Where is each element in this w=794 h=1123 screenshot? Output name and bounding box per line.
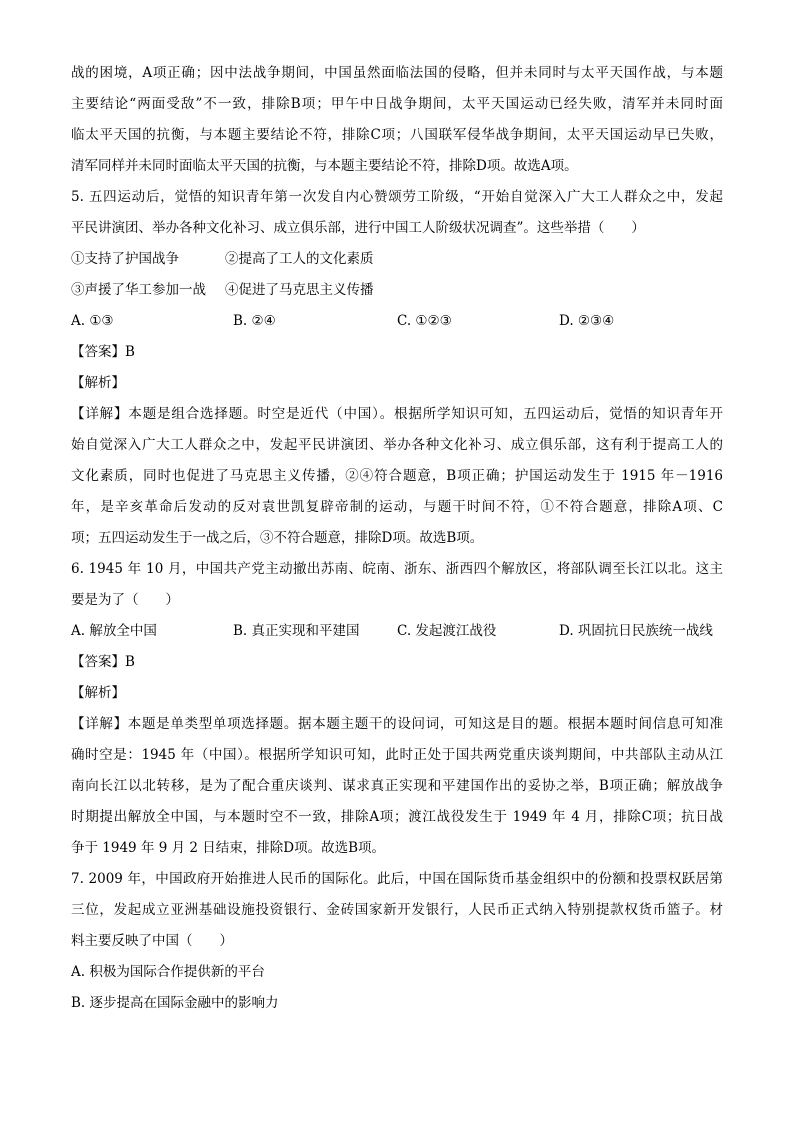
detail-line: 【详解】本题是单类型单项选择题。据本题主题干的设问词，可知这是目的题。根据本题时间信息可知准 [71, 716, 723, 732]
text-line: 战的困境，A项正确；因中法战争期间，中国虽然面临法国的侵略，但并未同时与太平天国作战，与本题 [71, 65, 723, 81]
statement-row [71, 244, 723, 275]
options-row [71, 306, 723, 337]
detail-line: 项；五四运动发生于一战之后，③不符合题意，排除D项。故选B项。 [71, 530, 484, 546]
detail-line: 时期提出解放全中国，与本题时空不一致，排除A项；渡江战役发生于 1949 年 4 月，排除C项；抗日战 [71, 809, 723, 825]
detail-line: 始自觉深入广大工人群众之中，发起平民讲演团、举办各种文化补习、成立俱乐部，这有利于提高工人的 [71, 437, 723, 453]
text-line: 主要结论“两面受敌”不一致，排除B项；甲午中日战争期间，太平天国运动已经失败，清军并未同时面 [71, 96, 723, 112]
option-d: D. ②③④ [559, 313, 615, 329]
prev-explanation [71, 58, 723, 182]
detail-line: 确时空是：1945 年（中国）。根据所学知识可知，此时正处于国共两党重庆谈判期间，中共部队主动从江 [71, 747, 723, 763]
question-stem: 料主要反映了中国（ ） [71, 933, 233, 949]
statement-item: ④促进了马克思主义传播 [225, 282, 374, 298]
option-a: A. 积极为国际合作提供新的平台 [71, 964, 265, 980]
statement-item: ①支持了护国战争 [71, 251, 179, 267]
text-line: 清军同样并未同时面临太平天国的抗衡，与本题主要结论不符，排除D项。故选A项。 [71, 158, 578, 174]
analysis-label: 【解析】 [71, 375, 125, 391]
question-7 [71, 864, 723, 1019]
analysis-label: 【解析】 [71, 685, 125, 701]
detail-line: 南向长江以北转移，是为了配合重庆谈判、谋求真正实现和平建国作出的妥协之举，B项正确；解放战争 [71, 778, 723, 794]
question-stem: 要是为了（ ） [71, 592, 179, 608]
option-c: C. 发起渡江战役 [397, 623, 497, 639]
detail-line: 争于 1949 年 9 月 2 日结束，排除D项。故选B项。 [71, 840, 386, 856]
statement-row [71, 275, 723, 306]
question-stem: 5. 五四运动后，觉悟的知识青年第一次发自内心赞颂劳工阶级，“开始自觉深入广大工人群众之中，发起 [71, 189, 723, 205]
option-b: B. 逐步提高在国际金融中的影响力 [71, 995, 279, 1011]
option-d: D. 巩固抗日民族统一战线 [559, 623, 713, 639]
detail-line: 年，是辛亥革命后发动的反对袁世凯复辟帝制的运动，与题干时间不符，①不符合题意，排除A项、C [71, 499, 723, 515]
statement-item: ③声援了华工参加一战 [71, 282, 206, 298]
question-5 [71, 182, 723, 554]
question-6 [71, 554, 723, 864]
statement-item: ②提高了工人的文化素质 [225, 251, 374, 267]
question-stem: 6. 1945 年 10 月，中国共产党主动撤出苏南、皖南、浙东、浙西四个解放区，将部队调至长江以北。这主 [71, 561, 723, 577]
option-b: B. 真正实现和平建国 [233, 623, 360, 639]
options-row [71, 616, 723, 647]
question-stem: 平民讲演团、举办各种文化补习、成立俱乐部，进行中国工人阶级状况调查”。这些举措（ ） [71, 220, 645, 236]
question-stem: 三位，发起成立亚洲基础设施投资银行、金砖国家新开发银行，人民币正式纳入特别提款权货币篮子。材 [71, 902, 723, 918]
option-c: C. ①②③ [397, 313, 452, 329]
answer-label: 【答案】B [71, 344, 135, 360]
detail-line: 【详解】本题是组合选择题。时空是近代（中国）。根据所学知识可知，五四运动后，觉悟的知识青年开 [71, 406, 723, 422]
detail-line: 文化素质，同时也促进了马克思主义传播，②④符合题意，B项正确；护国运动发生于 1915 年－1916 [71, 468, 723, 484]
answer-label: 【答案】B [71, 654, 135, 670]
question-stem: 7. 2009 年，中国政府开始推进人民币的国际化。此后，中国在国际货币基金组织中的份额和投票权跃居第 [71, 871, 723, 887]
option-b: B. ②④ [233, 313, 276, 329]
text-line: 临太平天国的抗衡，与本题主要结论不符，排除C项；八国联军侵华战争期间，太平天国运动早已失败， [71, 127, 723, 143]
document-page [71, 58, 723, 1019]
option-a: A. 解放全中国 [71, 623, 157, 639]
option-a: A. ①③ [71, 313, 114, 329]
